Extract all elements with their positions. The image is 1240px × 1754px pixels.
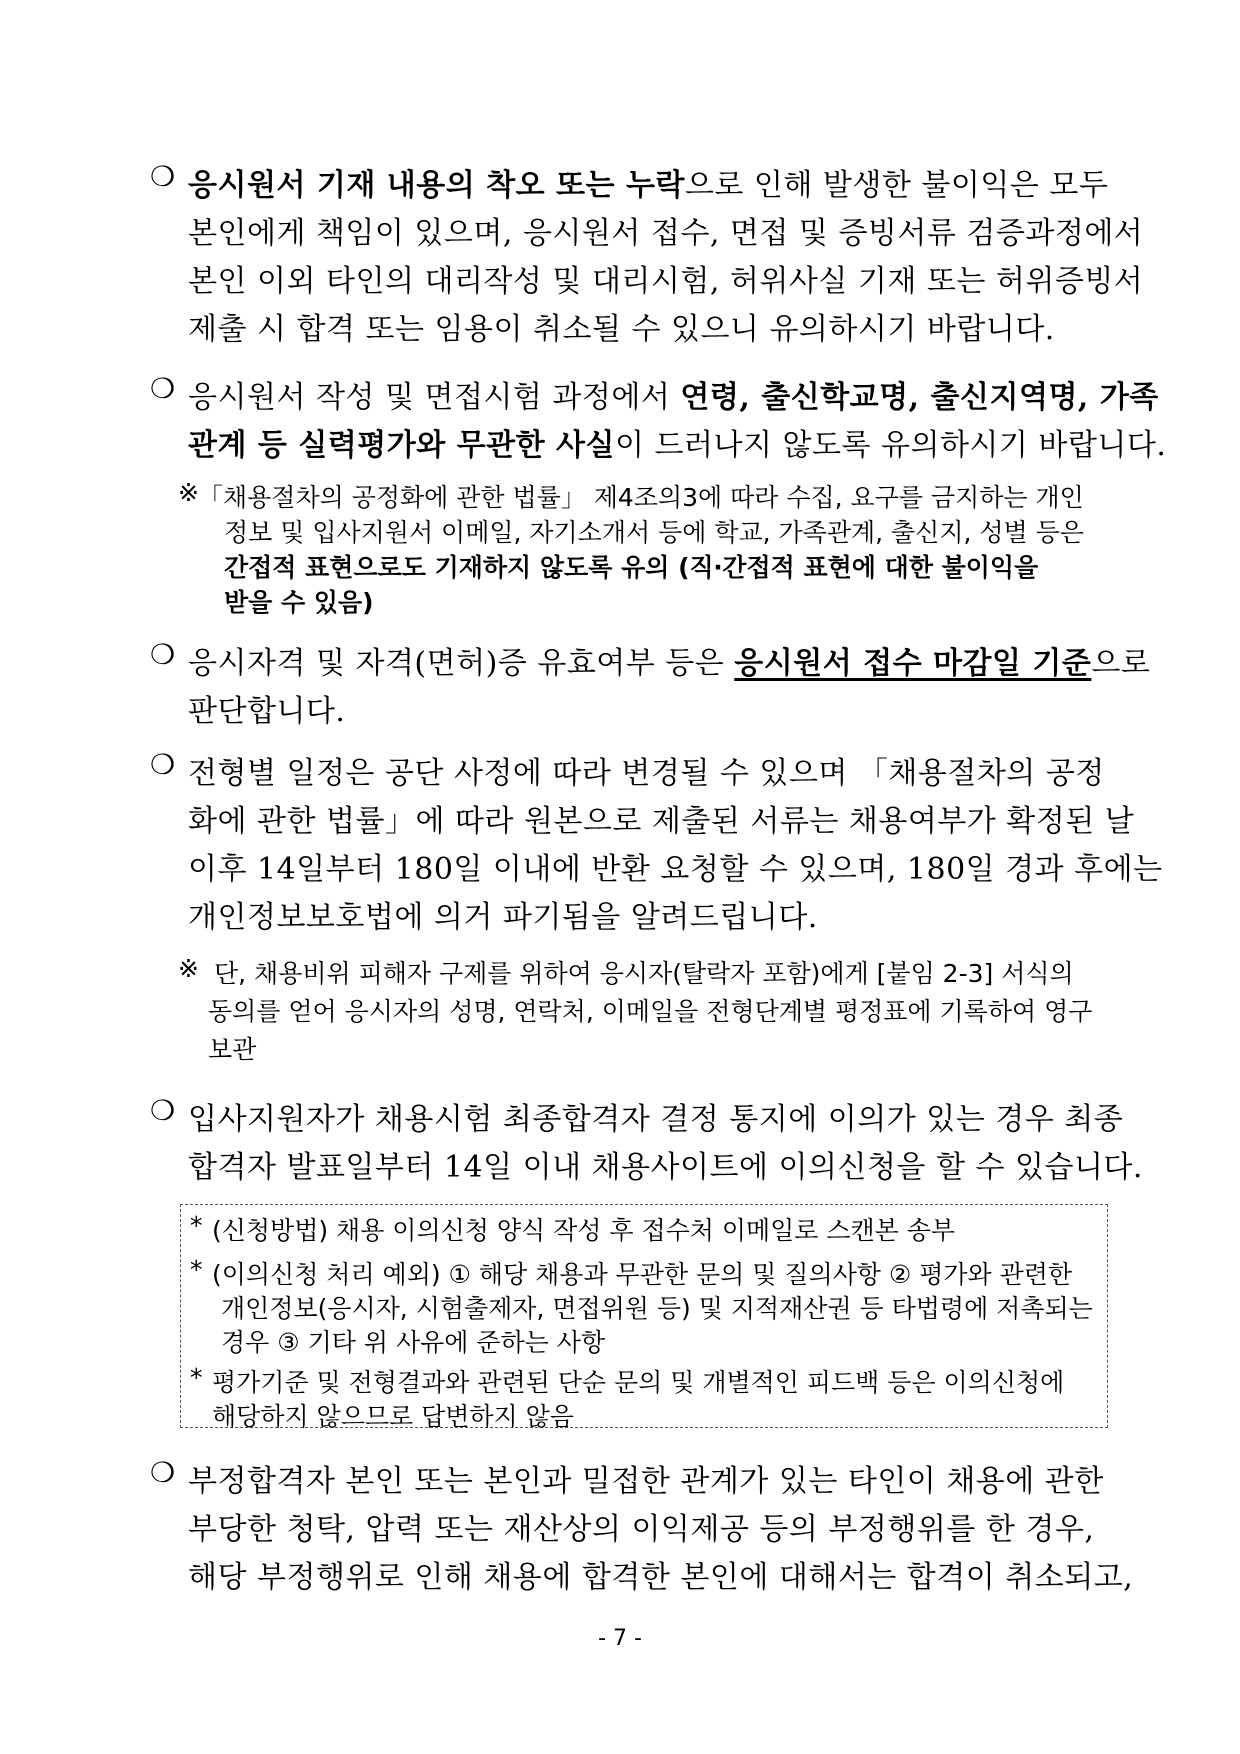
paragraph-line: 응시원서 작성 및 면접시험 과정에서 연령, 출신학교명, 출신지역명, 가족 <box>188 380 1159 415</box>
paragraph-line: 부정합격자 본인 또는 본인과 밀접한 관계가 있는 타인이 채용에 관한 <box>188 1464 1104 1499</box>
paragraph-line: 부당한 청탁, 압력 또는 재산상의 이익제공 등의 부정행위를 한 경우, <box>188 1512 1095 1547</box>
paragraph-line: 본인에게 책임이 있으며, 응시원서 접수, 면접 및 증빙서류 검증과정에서 <box>188 216 1144 251</box>
box-bullet: * <box>190 1211 203 1240</box>
document-page: ❍ 응시원서 기재 내용의 착오 또는 누락으로 인해 발생한 불이익은 모두 본인에게 책임이 있으며, 응시원서 접수, 면접 및 증빙서류 검증과정에서 본인 이외 타인의 대리작성 및 대리시험, 허위사실 기재 또는 허위증빙서 제출 시 합격 또는 임용이 취소될 수 있으니 유의하시기 바랍니다. ❍ 응시원서 작성 및 면접시험 과정에서 연령, 출신학교명, 출신지역명, 가족 관계 등 실력평가와 무관한 사실이 드러나지 않도록 유의하시기 바랍니다. ※ 「채용절차의 공정화에 관한 법률」 제4조의3에 따라 수집, 요구를 금지하는 개인 정보 및 입사지원서 이메일, 자기소개서 등에 학교, 가족관계, 출신지, 성별 등은 간접적 표현으로도 기재하지 않도록 유의 (직‧간접적 표현에 대한 불이익을 받을 수 있음) ❍ 응시자격 및 자격(면허)증 유효여부 등은 응시원서 접수 마감일 기준으로 판단합니다. ❍ 전형별 일정은 공단 사정에 따라 변경될 수 있으며 「채용절차의 공정 화에 관한 법률」에 따라 원본으로 제출된 서류는 채용여부가 확정된 날 이후 14일부터 180일 이내에 반환 요청할 수 있으며, 180일 경과 후에는 개인정보보호법에 의거 파기됨을 알려드립니다. ※ 단, 채용비위 피해자 구제를 위하여 응시자(탈락자 포함)에게 [붙임 2-3] 서식의 동의를 얻어 응시자의 성명, 연락처, 이메일을 전형단계별 평정표에 기록하여 영구 보관 ❍ 입사지원자가 채용시험 최종합격자 결정 통지에 이의가 있는 경우 최종 합격자 발표일부터 14일 이내 채용사이트에 이의신청을 할 수 있습니다. * (신청방법) 채용 이의신청 양식 작성 후 접수처 이메일로 스캔본 송부 * (이의신청 처리 예외) ① 해당 채용과 무관한 문의 및 질의사항 ② 평가와 관련한 개인정보(응시자, 시험출제자, 면접위원 등) 및 지적재산권 등 타법령에 저촉되는 경우 ③ 기타 위 사유에 준하는 사항 * 평가기준 및 전형결과와 관련된 단순 문의 및 개별적인 피드백 등은 이의신청에 해당하지 않으므로 답변하지 않음 ❍ 부정합격자 본인 또는 본인과 밀접한 관계가 있는 타인이 채용에 관한 부당한 청탁, 압력 또는 재산상의 이익제공 등의 부정행위를 한 경우, 해당 부정행위로 인해 채용에 합격한 본인에 대해서는 합격이 취소되고, - 7 - <box>0 0 1240 1754</box>
objection-info-box: * (신청방법) 채용 이의신청 양식 작성 후 접수처 이메일로 스캔본 송부 * (이의신청 처리 예외) ① 해당 채용과 무관한 문의 및 질의사항 ② 평가와 관련한 개인정보(응시자, 시험출제자, 면접위원 등) 및 지적재산권 등 타법령에 저촉되는 경우 ③ 기타 위 사유에 준하는 사항 * 평가기준 및 전형결과와 관련된 단순 문의 및 개별적인 피드백 등은 이의신청에 해당하지 않으므로 답변하지 않음 <box>180 1204 1108 1428</box>
paragraph-line: 관계 등 실력평가와 무관한 사실이 드러나지 않도록 유의하시기 바랍니다. <box>188 428 1167 463</box>
bullet-icon: ❍ <box>150 1094 176 1127</box>
note-mark: ※ <box>178 954 199 983</box>
bullet-icon: ❍ <box>150 748 176 781</box>
bullet-icon: ❍ <box>150 372 176 405</box>
bold-phrase: 응시원서 기재 내용의 착오 또는 누락 <box>188 168 685 203</box>
bullet-icon: ❍ <box>150 1456 176 1489</box>
note-mark: ※ <box>178 478 199 507</box>
page-number: - 7 - <box>598 1626 642 1651</box>
bold-phrase: 연령, 출신학교명, 출신지역명, 가족 <box>680 380 1159 415</box>
paragraph-line: 응시원서 기재 내용의 착오 또는 누락으로 인해 발생한 불이익은 모두 <box>188 168 1109 203</box>
box-bullet: * <box>190 1255 203 1284</box>
paragraph-line: 응시자격 및 자격(면허)증 유효여부 등은 응시원서 접수 마감일 기준으로 <box>188 646 1151 681</box>
paragraph-line: 해당 부정행위로 인해 채용에 합격한 본인에 대해서는 합격이 취소되고, <box>188 1560 1134 1595</box>
paragraph-line: 화에 관한 법률」에 따라 원본으로 제출된 서류는 채용여부가 확정된 날 <box>188 804 1135 839</box>
paragraph-line: 합격자 발표일부터 14일 이내 채용사이트에 이의신청을 할 수 있습니다. <box>188 1150 1143 1185</box>
paragraph-line: 판단합니다. <box>188 694 346 729</box>
paragraph-line: 제출 시 합격 또는 임용이 취소될 수 있으니 유의하시기 바랍니다. <box>188 312 1055 347</box>
underlined-phrase: 응시원서 접수 마감일 기준 <box>734 646 1092 681</box>
box-bullet: * <box>190 1363 203 1392</box>
bullet-icon: ❍ <box>150 638 176 671</box>
paragraph-line: 전형별 일정은 공단 사정에 따라 변경될 수 있으며 「채용절차의 공정 <box>188 756 1105 791</box>
bold-phrase: 관계 등 실력평가와 무관한 사실 <box>188 428 616 463</box>
paragraph-line: 이후 14일부터 180일 이내에 반환 요청할 수 있으며, 180일 경과 후에는 <box>188 852 1163 887</box>
bullet-icon: ❍ <box>150 160 176 193</box>
paragraph-line: 입사지원자가 채용시험 최종합격자 결정 통지에 이의가 있는 경우 최종 <box>188 1102 1124 1137</box>
paragraph-line: 개인정보보호법에 의거 파기됨을 알려드립니다. <box>188 900 818 935</box>
paragraph-line: 본인 이외 타인의 대리작성 및 대리시험, 허위사실 기재 또는 허위증빙서 <box>188 264 1144 299</box>
